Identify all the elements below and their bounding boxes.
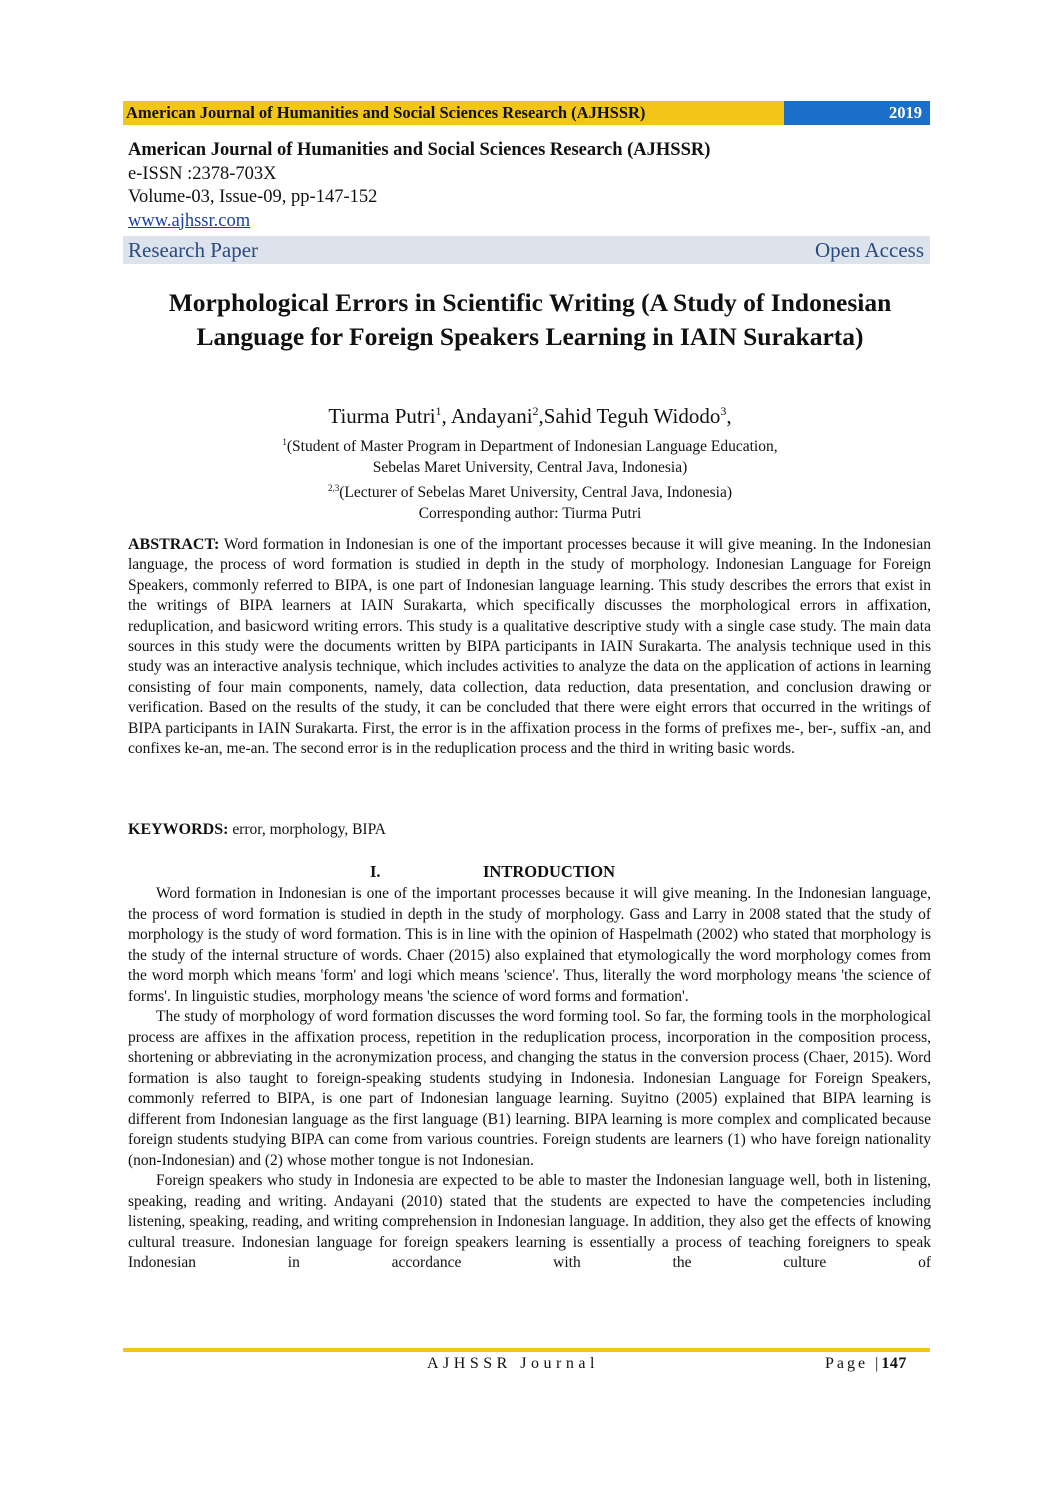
- section-number: I.: [370, 862, 381, 881]
- paper-type: Research Paper: [128, 237, 259, 262]
- paper-title: Morphological Errors in Scientific Writing (A Study of Indonesian Language for Foreign Speakers Learning in IAIN Surakarta): [168, 288, 892, 351]
- paragraph: Word formation in Indonesian is one of the important processes because it will give meaning. In the Indonesian language, the process of word formation is studied in depth in the study of morphology. Gass and Larry in 2008 stated that the study of morphology is the study of word formation. This is in line with the opinion of Haspelmath (2002) who stated that morphology is the study of the internal structure of words. Chaer (2015) also explained that etymologically the word morphology comes from the word morph which means 'form' and logi which means 'science'. Thus, literally the word morphology means 'the science of forms'. In linguistic studies, morphology means 'the science of word forms and formation'.: [128, 885, 931, 1005]
- introduction-body: [128, 884, 931, 1274]
- keywords-label: KEYWORDS:: [128, 821, 229, 838]
- paragraph: The study of morphology of word formation discusses the word forming tool. So far, the forming tools in the morphological process are affixes in the affixation process, repetition in the reduplication process, incorporation in the composition process, shortening or abbreviating in the acronymization process, and changing the status in the conversion process (Chaer, 2015). Word formation is also taught to foreign-speaking students studying in Indonesia. Indonesian Language for Foreign Speakers, commonly referred to BIPA, is one part of Indonesian language learning. Suyitno (2005) explained that BIPA learning is different from Indonesian language as the first language (B1) learning. BIPA learning is more complex and complicated because foreign students studying BIPA can come from various countries. Foreign students are learners (1) who have foreign nationality (non-Indonesian) and (2) whose mother tongue is not Indonesian.: [128, 1008, 931, 1169]
- section-title: INTRODUCTION: [483, 862, 616, 881]
- author-name: Sahid Teguh Widodo: [543, 404, 721, 428]
- issn: e-ISSN :2378-703X: [128, 163, 277, 184]
- author-name: Andayani: [450, 404, 533, 428]
- journal-band-year: 2019: [784, 101, 930, 125]
- corresponding-author: Corresponding author: Tiurma Putri: [418, 504, 642, 522]
- journal-band-title: American Journal of Humanities and Social Sciences Research (AJHSSR): [123, 101, 784, 125]
- journal-title: American Journal of Humanities and Social Sciences Research (AJHSSR): [128, 140, 711, 160]
- affiliation-1-line-1: (Student of Master Program in Department of Indonesian Language Education,: [286, 438, 778, 456]
- footer-journal: AJHSSR Journal: [427, 1355, 599, 1372]
- access-type: Open Access: [814, 237, 924, 262]
- affiliation-2: (Lecturer of Sebelas Maret University, Central Java, Indonesia): [339, 484, 733, 502]
- journal-meta: [128, 139, 710, 233]
- abstract: [128, 535, 931, 759]
- footer-rule: [123, 1348, 930, 1352]
- author-list: Tiurma Putri$^1$, Andayani$^2$,Sahid Teguh Widodo$^3$,: [328, 404, 732, 428]
- footer-page: Page |147: [825, 1355, 907, 1372]
- author-sup: 1: [435, 404, 442, 418]
- journal-header-band: [123, 101, 930, 125]
- keywords-text: error, morphology, BIPA: [232, 821, 386, 838]
- paragraph: Foreign speakers who study in Indonesia are expected to be able to master the Indonesian language well, both in listening, speaking, reading and writing. Andayani (2010) stated that the students are expected to have the competencies including listening, speaking, reading, and writing comprehension in Indonesian language. In addition, they also get the effects of knowing cultural treasure. Indonesian language for foreign speakers learning is essentially a process of teaching foreigners to speak Indonesian in accordance with the culture of: [128, 1172, 931, 1271]
- author-sup: 2: [532, 404, 539, 418]
- volume-info: Volume-03, Issue-09, pp-147-152: [128, 187, 378, 207]
- abstract-label: ABSTRACT:: [128, 536, 220, 553]
- journal-link[interactable]: www.ajhssr.com: [128, 210, 251, 231]
- author-sup: 3: [720, 404, 727, 418]
- keywords: [128, 821, 386, 839]
- affiliations: $^1$(Student of Master Program in Department of Indonesian Language Education, Sebelas Maret University, Central Java, Indonesia) $^{2,3}$(Lecturer of Sebelas Maret University, Central Java, Indonesia) Corresponding author: Tiurma Putri: [130, 432, 930, 524]
- page-number: 147: [881, 1355, 907, 1372]
- affiliation-1-line-2: Sebelas Maret University, Central Java, Indonesia): [372, 458, 688, 476]
- paper-type-band: [123, 236, 930, 264]
- author-name: Tiurma Putri: [328, 404, 436, 428]
- abstract-text: Word formation in Indonesian is one of the important processes because it will give meaning. In the Indonesian language, the process of word formation is studied in depth in the study of morphology. Indonesian Language for Foreign Speakers, commonly referred to BIPA, is one part of Indonesian language learning. This study describes the errors that exist in the writings of BIPA learners at IAIN Surakarta, which specifically discusses the morphological errors in affixation, reduplication, and basicword writing errors. This study is a qualitative descriptive study with a single case study. The main data sources in this study were the documents written by BIPA participants in IAIN Surakarta. The analysis technique used in this study was an interactive analysis technique, which includes activities to analyze the data on the application of actions in learning consisting of four main components, namely, data collection, data reduction, data presentation, and conclusion drawing or verification. Based on the results of the study, it can be concluded that there were eight errors that occurred in the writings of BIPA participants in IAIN Surakarta. First, the error is in the affixation process in the forms of prefixes me-, ber-, suffix -an, and confixes ke-an, me-an. The second error is in the reduplication process and the third in writing basic words.: [128, 536, 931, 758]
